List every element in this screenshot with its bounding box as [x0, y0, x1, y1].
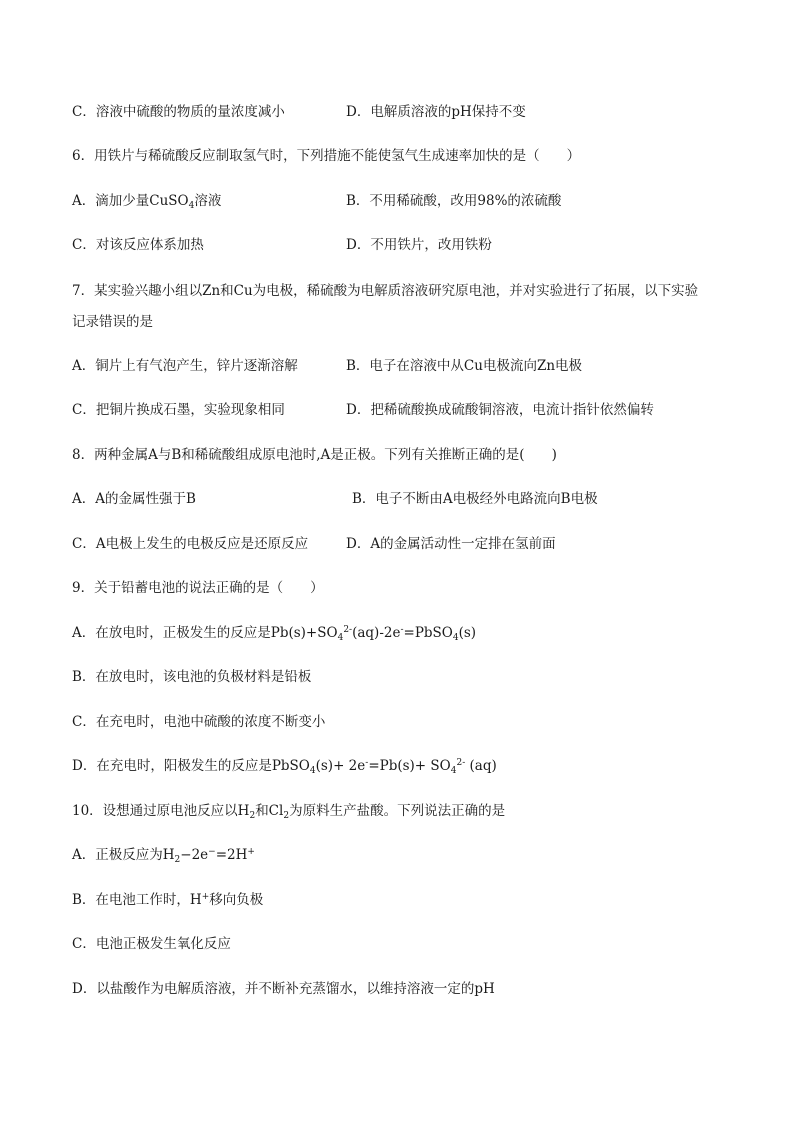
q6-stem: 6．用铁片与稀硫酸反应制取氢气时，下列措施不能使氢气生成速率加快的是（ ） — [72, 148, 581, 164]
q8-stem: 8．两种金属A与B和稀硫酸组成原电池时,A是正极。下列有关推断正确的是( ) — [72, 447, 557, 463]
q7-option-b: B．电子在溶液中从Cu电极流向Zn电极 — [346, 358, 583, 374]
q7-stem-line2: 记录错误的是 — [72, 314, 153, 330]
q9-option-d: D．在充电时，阳极发生的反应是PbSO$_4$(s)+ $2e^-=Pb(s)+ SO_4^{2-}$ (aq) — [72, 758, 497, 776]
q5-option-d: D．电解质溶液的pH保持不变 — [346, 104, 526, 120]
q8-option-a: A．A的金属性强于B — [72, 491, 196, 507]
q9-option-c: C．在充电时，电池中硫酸的浓度不断变小 — [72, 714, 326, 730]
q6-option-c: C．对该反应体系加热 — [72, 237, 204, 253]
q8-option-c: C．A电极上发生的电极反应是还原反应 — [72, 536, 309, 552]
q7-stem-line1: 7．某实验兴趣小组以Zn和Cu为电极，稀硫酸为电解质溶液研究原电池，并对实验进行了拓展，以下实验 — [72, 283, 699, 299]
q10-option-d: D．以盐酸作为电解质溶液，并不断补充蒸馏水，以维持溶液一定的pH — [72, 981, 495, 997]
q9-option-b: B．在放电时，该电池的负极材料是铅板 — [72, 669, 312, 685]
q8-option-b: B．电子不断由A电极经外电路流向B电极 — [352, 491, 598, 507]
q9-option-a: A．在放电时，正极发生的反应是$Pb(s)+SO_4^{2-}(aq)-2e^-=PbSO_4(s)$ — [72, 625, 477, 643]
q10-stem: 10．设想通过原电池反应以$H_2$和$Cl_2$为原料生产盐酸。下列说法正确的是 — [72, 803, 506, 821]
q7-option-a: A．铜片上有气泡产生，锌片逐渐溶解 — [72, 358, 298, 374]
q6-option-a: A．滴加少量CuSO$_4$溶液 — [72, 193, 222, 211]
q6-option-d: D．不用铁片，改用铁粉 — [346, 237, 492, 253]
q9-stem: 9．关于铅蓄电池的说法正确的是（ ） — [72, 580, 324, 596]
q5-option-c: C．溶液中硫酸的物质的量浓度减小 — [72, 104, 285, 120]
q10-option-a: A．正极反应为$H_2-2e^-=2H^+$ — [72, 847, 255, 865]
q7-option-c: C．把铜片换成石墨，实验现象相同 — [72, 402, 285, 418]
q8-option-d: D．A的金属活动性一定排在氢前面 — [346, 536, 556, 552]
q7-option-d: D．把稀硫酸换成硫酸铜溶液，电流计指针依然偏转 — [346, 402, 654, 418]
q10-option-c: C．电池正极发生氧化反应 — [72, 936, 231, 952]
q6-option-b: B．不用稀硫酸，改用98%的浓硫酸 — [346, 193, 562, 209]
q10-option-b: B．在电池工作时，H+移向负极 — [72, 892, 264, 908]
